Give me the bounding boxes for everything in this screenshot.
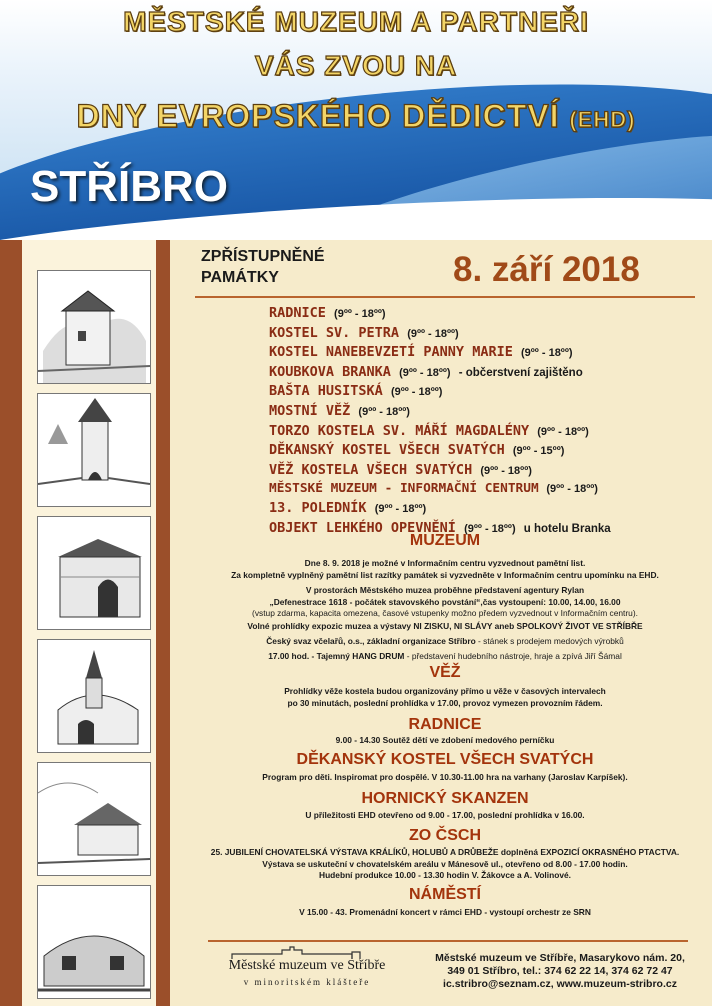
muzeum-paragraph: Český svaz včelařů, o.s., základní organizace Stříbro - stánek s prodejem medových výrobků bbox=[266, 636, 624, 646]
sketch-gate-house bbox=[37, 516, 151, 630]
monument-item: MOSTNÍ VĚŽ (9ºº - 18ºº) bbox=[269, 402, 410, 419]
headline-line3-text: DNY EVROPSKÉHO DĚDICTVÍ bbox=[76, 98, 560, 134]
logo-name: Městské muzeum ve Stříbře bbox=[228, 958, 386, 973]
monument-item: DĚKANSKÝ KOSTEL VŠECH SVATÝCH (9ºº - 15ºº) bbox=[269, 442, 565, 459]
monument-list bbox=[269, 304, 699, 538]
accessible-title-line1: ZPŘÍSTUPNĚNÉ bbox=[201, 248, 325, 265]
sketch-round-bastion bbox=[37, 270, 151, 384]
section-title-dekansky: DĚKANSKÝ KOSTEL VŠECH SVATÝCH bbox=[296, 751, 594, 768]
monument-item: BAŠTA HUSITSKÁ (9ºº - 18ºº) bbox=[269, 383, 443, 400]
sketch-bunker bbox=[37, 885, 151, 999]
dekansky-paragraph: Program pro děti. Inspiromat pro dospělé. V 10.30-11.00 hra na varhany (Jaroslav Karpíšek). bbox=[262, 772, 628, 782]
accessible-title-line2: PAMÁTKY bbox=[201, 269, 279, 286]
sketch-bridge-tower bbox=[37, 393, 151, 507]
monument-item: MĚSTSKÉ MUZEUM - INFORMAČNÍ CENTRUM (9ºº - 18ºº) bbox=[269, 481, 598, 497]
section-title-muzeum: MUZEUM bbox=[409, 532, 481, 549]
muzeum-paragraph: Volné prohlídky expozic muzea a výstavy NI ZISKU, NI SLÁVY aneb SPOLKOVÝ ŽIVOT VE STŘÍBŘE bbox=[247, 621, 643, 631]
headline-abbr: (EHD) bbox=[569, 107, 636, 132]
monument-item: OBJEKT LEHKÉHO OPEVNĚNÍ (9ºº - 18ºº) u hotelu Branka bbox=[269, 519, 611, 536]
museum-logo bbox=[222, 946, 392, 1000]
radnice-paragraph: 9.00 - 14.30 Soutěž dětí ve zdobení medového perníčku bbox=[335, 735, 555, 745]
sketch-village-house bbox=[37, 762, 151, 876]
skanzen-paragraph: U příležitosti EHD otevřeno od 9.00 - 17.00, poslední prohlídka v 16.00. bbox=[305, 810, 585, 820]
monument-item: KOUBKOVA BRANKA (9ºº - 18ºº) - občerstvení zajištěno bbox=[269, 363, 583, 380]
header-banner bbox=[0, 0, 712, 240]
section-title-skanzen: HORNICKÝ SKANZEN bbox=[361, 790, 529, 807]
event-date: 8. září 2018 bbox=[453, 250, 640, 289]
monument-item: TORZO KOSTELA SV. MÁŘÍ MAGDALÉNY (9ºº - 18ºº) bbox=[269, 422, 589, 439]
city-title: STŘÍBRO bbox=[30, 162, 228, 211]
contact-web[interactable]: ic.stribro@seznam.cz, www.muzeum-stribro.cz bbox=[443, 978, 677, 990]
section-title-vez: VĚŽ bbox=[429, 664, 461, 681]
sketch-chapel bbox=[37, 639, 151, 753]
headline-line3 bbox=[0, 98, 712, 135]
section-title-radnice: RADNICE bbox=[408, 716, 482, 733]
vez-paragraph: Prohlídky věže kostela budou organizovány přímo u věže v časových intervalech po 30 minutách, poslední prohlídka v 17.00, provoz vymezen provozním řádem. bbox=[284, 686, 606, 708]
section-title-namesti: NÁMĚSTÍ bbox=[409, 886, 481, 903]
monument-item: KOSTEL SV. PETRA (9ºº - 18ºº) bbox=[269, 324, 459, 341]
footer-divider bbox=[208, 940, 688, 942]
contact-info bbox=[420, 952, 700, 991]
headline-line2: VÁS ZVOU NA bbox=[254, 50, 458, 81]
monument-item: RADNICE (9ºº - 18ºº) bbox=[269, 305, 386, 321]
contact-phone: 349 01 Stříbro, tel.: 374 62 22 14, 374 62 72 47 bbox=[447, 965, 673, 977]
contact-address: Městské muzeum ve Stříbře, Masarykovo nám. 20, bbox=[435, 952, 685, 964]
monument-item: 13. POLEDNÍK (9ºº - 18ºº) bbox=[269, 499, 427, 516]
namesti-paragraph: V 15.00 - 43. Promenádní koncert v rámci EHD - vystoupí orchestr ze SRN bbox=[299, 907, 591, 917]
muzeum-paragraph: V prostorách Městského muzea proběhne představení agentury Rylan „Defenestrace 1618 - počátek stavovského povstání“,čas vystoupení: 10.00, 14.00, 16.00 (vstup zdarma, kapacita omezena, časové vstupenky možno předem vyzvednout v Informačním centru). bbox=[252, 585, 638, 618]
section-title-zocsch: ZO ČSCH bbox=[409, 827, 481, 844]
zocsch-paragraph: 25. JUBILENÍ CHOVATELSKÁ VÝSTAVA KRÁLÍKŮ, HOLUBŮ A DRŮBEŽE doplněná EXPOZICÍ OKRASNÉHO PTACTVA. Výstava se uskuteční v chovatelském areálu v Mánesově ul., otevřeno od 8.00 - 17.00 hodin. Hudební produkce 10.00 - 13.30 hodin V. Žákovce a A. Volinové. bbox=[210, 847, 680, 880]
muzeum-paragraph: 17.00 hod. - Tajemný HANG DRUM - představení hudebního nástroje, hraje a zpívá Jiří Šámal bbox=[268, 651, 622, 661]
muzeum-paragraph: Dne 8. 9. 2018 je možné v Informačním centru vyzvednout pamětní list. Za kompletně vyplněný pamětní list razítky památek si vyzvedněte v Informačním centru upomínku na EHD. bbox=[231, 558, 659, 580]
monument-item: VĚŽ KOSTELA VŠECH SVATÝCH (9ºº - 18ºº) bbox=[269, 461, 532, 478]
monument-item: KOSTEL NANEBEVZETÍ PANNY MARIE (9ºº - 18ºº) bbox=[269, 344, 573, 361]
accessible-monuments-title bbox=[201, 246, 325, 288]
logo-subtitle: v minoritském klášteře bbox=[243, 977, 371, 987]
divider bbox=[195, 296, 695, 298]
headline-line1: MĚSTSKÉ MUZEUM A PARTNEŘI bbox=[123, 6, 589, 37]
